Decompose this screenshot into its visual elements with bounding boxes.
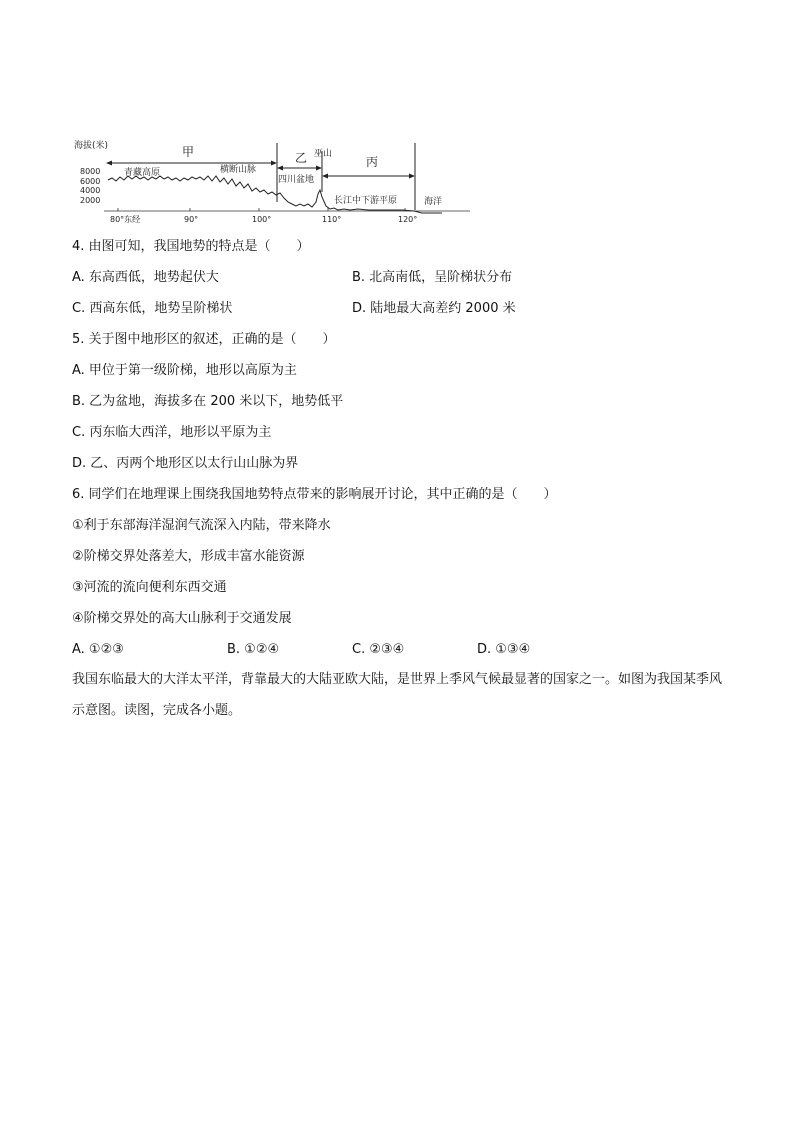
arrow-head bbox=[316, 166, 322, 171]
arrow-head bbox=[106, 161, 112, 166]
q5-option-b[interactable]: B. 乙为盆地，海拔多在 200 米以下，地势低平 bbox=[72, 394, 344, 409]
y-tick-2000: 2000 bbox=[80, 196, 101, 205]
label-wushan: 巫山 bbox=[314, 149, 333, 159]
q6-option-b[interactable]: B. ①②④ bbox=[227, 642, 280, 657]
label-yangtze-plain: 长江中下游平原 bbox=[334, 196, 398, 206]
q4-option-b[interactable]: B. 北高南低，呈阶梯状分布 bbox=[352, 270, 513, 285]
q6-stem: 6. 同学们在地理课上围绕我国地势特点带来的影响展开讨论，其中正确的是（ ） bbox=[72, 487, 557, 502]
q6-option-a[interactable]: A. ①②③ bbox=[72, 642, 124, 657]
x-tick-100: 100° bbox=[252, 215, 272, 224]
label-hengduan-mountains: 横断山脉 bbox=[220, 165, 257, 175]
region-label-yi: 乙 bbox=[295, 151, 308, 165]
label-qinghai-tibet-plateau: 青藏高原 bbox=[124, 168, 161, 178]
q4-stem: 4. 由图可知，我国地势的特点是（ ） bbox=[72, 239, 310, 254]
label-sichuan-basin: 四川盆地 bbox=[278, 175, 315, 185]
x-tick-120: 120° bbox=[398, 215, 418, 224]
y-tick-6000: 6000 bbox=[80, 177, 101, 186]
terrain-profile-svg bbox=[72, 132, 472, 232]
q5-option-a[interactable]: A. 甲位于第一级阶梯，地形以高原为主 bbox=[72, 363, 297, 378]
arrow-head bbox=[322, 174, 328, 179]
q6-statement-1: ①利于东部海洋湿润气流深入内陆，带来降水 bbox=[72, 518, 331, 533]
y-axis-label: 海拔(米) bbox=[74, 141, 109, 151]
region-label-bing: 丙 bbox=[366, 155, 379, 169]
q6-statement-3: ③河流的流向便利东西交通 bbox=[72, 580, 227, 595]
arrow-head bbox=[277, 166, 283, 171]
q6-option-c[interactable]: C. ②③④ bbox=[352, 642, 405, 657]
q5-option-c[interactable]: C. 丙东临大西洋，地形以平原为主 bbox=[72, 425, 272, 440]
x-tick-90: 90° bbox=[184, 215, 199, 224]
q5-option-d[interactable]: D. 乙、丙两个地形区以太行山山脉为界 bbox=[72, 456, 299, 471]
q6-statement-4: ④阶梯交界处的高大山脉利于交通发展 bbox=[72, 611, 292, 626]
q4-option-d[interactable]: D. 陆地最大高差约 2000 米 bbox=[352, 301, 516, 316]
q4-option-c[interactable]: C. 西高东低，地势呈阶梯状 bbox=[72, 301, 233, 316]
q5-stem: 5. 关于图中地形区的叙述，正确的是（ ） bbox=[72, 332, 336, 347]
terrain-profile-figure bbox=[72, 132, 472, 232]
q6-statement-2: ②阶梯交界处落差大，形成丰富水能资源 bbox=[72, 549, 305, 564]
monsoon-intro-paragraph: 我国东临最大的大洋太平洋，背靠最大的大陆亚欧大陆，是世界上季风气候最显著的国家之一。如图为我国某季风示意图。读图，完成各小题。 bbox=[72, 672, 723, 718]
y-tick-8000: 8000 bbox=[80, 167, 101, 176]
y-tick-4000: 4000 bbox=[80, 186, 101, 195]
label-ocean: 海洋 bbox=[424, 197, 443, 207]
arrow-head bbox=[409, 174, 415, 179]
region-label-jia: 甲 bbox=[182, 145, 195, 159]
x-tick-80: 80°东经 bbox=[110, 215, 141, 224]
terrain-profile-line bbox=[108, 176, 442, 213]
q4-option-a[interactable]: A. 东高西低，地势起伏大 bbox=[72, 270, 219, 285]
q6-option-d[interactable]: D. ①③④ bbox=[477, 642, 531, 657]
x-tick-110: 110° bbox=[322, 215, 342, 224]
arrow-head bbox=[271, 161, 277, 166]
